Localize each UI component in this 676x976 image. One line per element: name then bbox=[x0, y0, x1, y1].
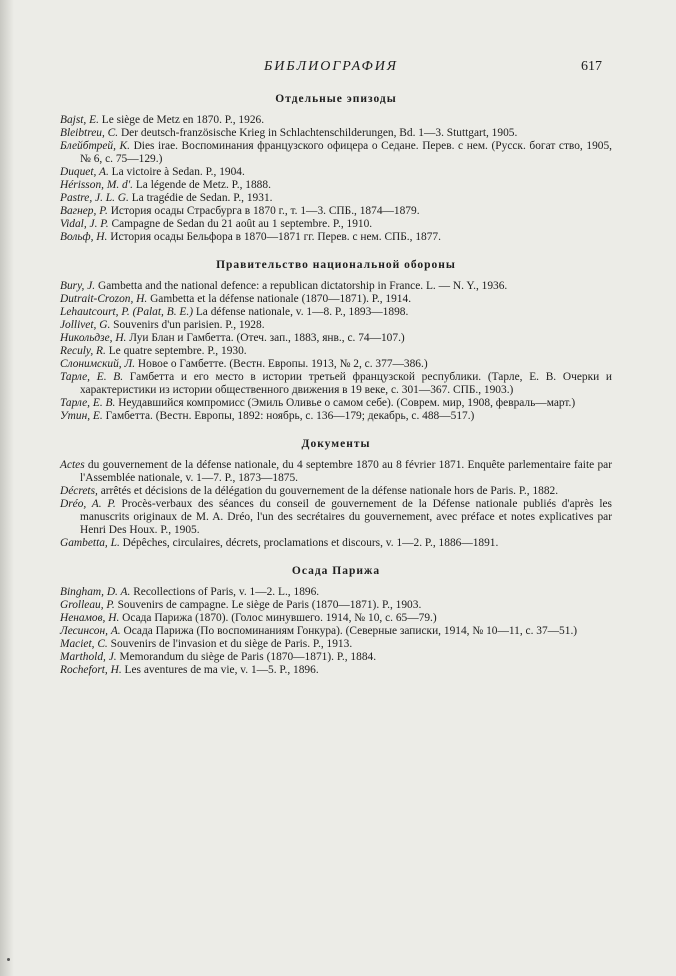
entry-author: Лесинсон, А. bbox=[60, 625, 121, 637]
running-title: БИБЛИОГРАФИЯ bbox=[263, 59, 399, 74]
entry-author: Grolleau, P. bbox=[60, 599, 115, 611]
bibliography-entry bbox=[60, 127, 612, 140]
entry-author: Maciet, C. bbox=[60, 638, 108, 650]
bibliography-entry bbox=[60, 537, 612, 550]
bibliography-entry bbox=[60, 179, 612, 192]
entry-text: Dépêches, circulaires, décrets, proclamations et discours, v. 1—2. P., 1886—1891. bbox=[119, 537, 499, 549]
entry-author: Gambetta, L. bbox=[60, 537, 120, 549]
bibliography-entry bbox=[60, 205, 612, 218]
entry-text: Гамбетта. (Вестн. Европы, 1892: ноябрь, с. 136—179; декабрь, с. 488—517.) bbox=[102, 410, 475, 422]
entry-text: Неудавшийся компромисс (Эмиль Оливье о самом себе). (Соврем. мир, 1908, февраль—март.) bbox=[115, 397, 576, 409]
entry-author: Bingham, D. A. bbox=[60, 586, 131, 598]
entry-text: Souvenirs de l'invasion et du siège de Paris. P., 1913. bbox=[107, 638, 353, 650]
entry-text: La victoire à Sedan. P., 1904. bbox=[108, 166, 245, 178]
entry-author: Блейбтрей, К. bbox=[60, 140, 130, 152]
entry-author: Pastre, J. L. G. bbox=[60, 192, 129, 204]
entry-text: Осада Парижа (1870). (Голос минувшего. 1914, № 10, с. 65—79.) bbox=[119, 612, 437, 624]
entry-text: Dies irae. Воспоминания французского офицера о Седане. Перев. с нем. (Русск. богат ство, 1905, № 6, с. 75—129.) bbox=[80, 140, 612, 165]
section-heading: Документы bbox=[301, 438, 371, 450]
bibliography-entry bbox=[60, 625, 612, 638]
entry-text: Осада Парижа (По воспоминаниям Гонкура). (Северные записки, 1914, № 10—11, с. 37—51.) bbox=[120, 625, 578, 637]
entry-text: La tragédie de Sedan. P., 1931. bbox=[128, 192, 273, 204]
bibliography-entry bbox=[60, 397, 612, 410]
bibliography-entry bbox=[60, 612, 612, 625]
entry-author: Слонимский, Л. bbox=[60, 358, 136, 370]
entry-text: Les aventures de ma vie, v. 1—5. P., 1896. bbox=[121, 664, 319, 676]
entry-text: La légende de Metz. P., 1888. bbox=[133, 179, 271, 191]
entry-author: Dréo, A. P. bbox=[60, 498, 116, 510]
bibliography-entry bbox=[60, 358, 612, 371]
entry-text: Gambetta and the national defence: a republican dictatorship in France. L. — N. Y., 1936. bbox=[95, 280, 508, 292]
entry-author: Тарле, Е. В. bbox=[60, 371, 124, 383]
bibliography-entry bbox=[60, 332, 612, 345]
entry-author: Вольф, Н. bbox=[60, 231, 108, 243]
section-heading: Осада Парижа bbox=[291, 565, 381, 577]
entry-author: Marthold, J. bbox=[60, 651, 117, 663]
entry-author: Reculy, R. bbox=[60, 345, 106, 357]
entry-text: Der deutsch-französische Krieg in Schlachtenschilderungen, Bd. 1—3. Stuttgart, 1905. bbox=[118, 127, 518, 139]
entry-author: Вагнер, Р. bbox=[60, 205, 108, 217]
entry-text: Луи Блан и Гамбетта. (Отеч. зап., 1883, янв., с. 74—107.) bbox=[126, 332, 405, 344]
entry-text: Le siège de Metz en 1870. P., 1926. bbox=[98, 114, 265, 126]
bibliography-section bbox=[60, 259, 612, 423]
bibliography-entry bbox=[60, 293, 612, 306]
bibliography-section bbox=[60, 438, 612, 550]
entry-author: Тарле, Е. В. bbox=[60, 397, 116, 409]
bibliography-entry bbox=[60, 345, 612, 358]
bibliography-entry bbox=[60, 586, 612, 599]
entry-text: Recollections of Paris, v. 1—2. L., 1896. bbox=[130, 586, 320, 598]
entry-author: Никольдзе, Н. bbox=[60, 332, 127, 344]
entry-text: Procès-verbaux des séances du conseil de gouvernement de la Défense nationale publiés d'après les manuscrits originaux de M. A. Dréo, l'un des secrétaires du gouvernement, avec préface et notes explicatives par Henri Des Houx. P., 1905. bbox=[80, 498, 612, 536]
entry-text: du gouvernement de la défense nationale, du 4 septembre 1870 au 8 février 1871. Enquête parlementaire faite par l'Assemblée nationale, v. 1—7. P., 1873—1875. bbox=[80, 459, 612, 484]
entry-text: arrêtés et décisions de la délégation du gouvernement de la défense nationale hors de Paris. P., 1882. bbox=[97, 485, 559, 497]
bibliography-entry bbox=[60, 114, 612, 127]
bibliography-entry bbox=[60, 306, 612, 319]
bibliography-entry bbox=[60, 166, 612, 179]
entry-text: Souvenirs de campagne. Le siège de Paris (1870—1871). P., 1903. bbox=[114, 599, 422, 611]
section-heading: Правительство национальной обороны bbox=[216, 259, 456, 271]
bibliography-entry bbox=[60, 498, 612, 537]
entry-text: История осады Страсбурга в 1870 г., т. 1—3. СПБ., 1874—1879. bbox=[107, 205, 420, 217]
entry-author: Hérisson, M. d'. bbox=[60, 179, 133, 191]
entry-author: Rochefort, H. bbox=[60, 664, 122, 676]
bibliography-entry bbox=[60, 218, 612, 231]
entry-author: Duquet, A. bbox=[60, 166, 109, 178]
entry-author: Bajst, E. bbox=[60, 114, 99, 126]
bibliography-entry bbox=[60, 651, 612, 664]
entry-text: Memorandum du siège de Paris (1870—1871). P., 1884. bbox=[116, 651, 377, 663]
bibliography-entry bbox=[60, 192, 612, 205]
entry-author: Lehautcourt, P. (Palat, B. E.) bbox=[60, 306, 193, 318]
entry-text: Le quatre septembre. P., 1930. bbox=[105, 345, 247, 357]
entry-author: Bleibtreu, C. bbox=[60, 127, 119, 139]
bibliography-section bbox=[60, 93, 612, 244]
bibliography-entry bbox=[60, 485, 612, 498]
entry-author: Bury, J. bbox=[60, 280, 96, 292]
entry-author: Décrets, bbox=[60, 485, 98, 497]
entry-author: Vidal, J. P. bbox=[60, 218, 109, 230]
bibliography-entry bbox=[60, 231, 612, 244]
bibliography-entry bbox=[60, 280, 612, 293]
entry-author: Jollivet, G. bbox=[60, 319, 111, 331]
bibliography-entry bbox=[60, 410, 612, 423]
bibliography-entry bbox=[60, 140, 612, 166]
entry-text: Campagne de Sedan du 21 août au 1 septembre. P., 1910. bbox=[108, 218, 373, 230]
bibliography-entry bbox=[60, 638, 612, 651]
entry-author: Actes bbox=[60, 459, 85, 471]
bibliography-content bbox=[60, 93, 612, 692]
bibliography-entry bbox=[60, 664, 612, 677]
bibliography-section bbox=[60, 565, 612, 677]
scan-speck bbox=[7, 958, 10, 961]
entry-text: La défense nationale, v. 1—8. P., 1893—1898. bbox=[192, 306, 409, 318]
bibliography-entry bbox=[60, 319, 612, 332]
page-number: 617 bbox=[581, 59, 602, 74]
entry-text: История осады Бельфора в 1870—1871 гг. Перев. с нем. СПБ., 1877. bbox=[107, 231, 441, 243]
entry-author: Ненамов, Н. bbox=[60, 612, 120, 624]
page-header bbox=[60, 59, 602, 79]
bibliography-entry bbox=[60, 459, 612, 485]
bibliography-entry bbox=[60, 371, 612, 397]
entry-text: Новое о Гамбетте. (Вестн. Европы. 1913, № 2, с. 377—386.) bbox=[135, 358, 428, 370]
entry-author: Утин, Е. bbox=[60, 410, 103, 422]
entry-text: Souvenirs d'un parisien. P., 1928. bbox=[110, 319, 265, 331]
entry-text: Гамбетта и его место в истории третьей французской республики. (Тарле, Е. В. Очерки и характеристики из истории общественного движения в 19 веке, с. 301—367. СПБ., 1903.) bbox=[80, 371, 613, 396]
bibliography-entry bbox=[60, 599, 612, 612]
entry-author: Dutrait-Crozon, H. bbox=[60, 293, 148, 305]
entry-text: Gambetta et la défense nationale (1870—1871). P., 1914. bbox=[147, 293, 412, 305]
section-heading: Отдельные эпизоды bbox=[275, 93, 397, 105]
